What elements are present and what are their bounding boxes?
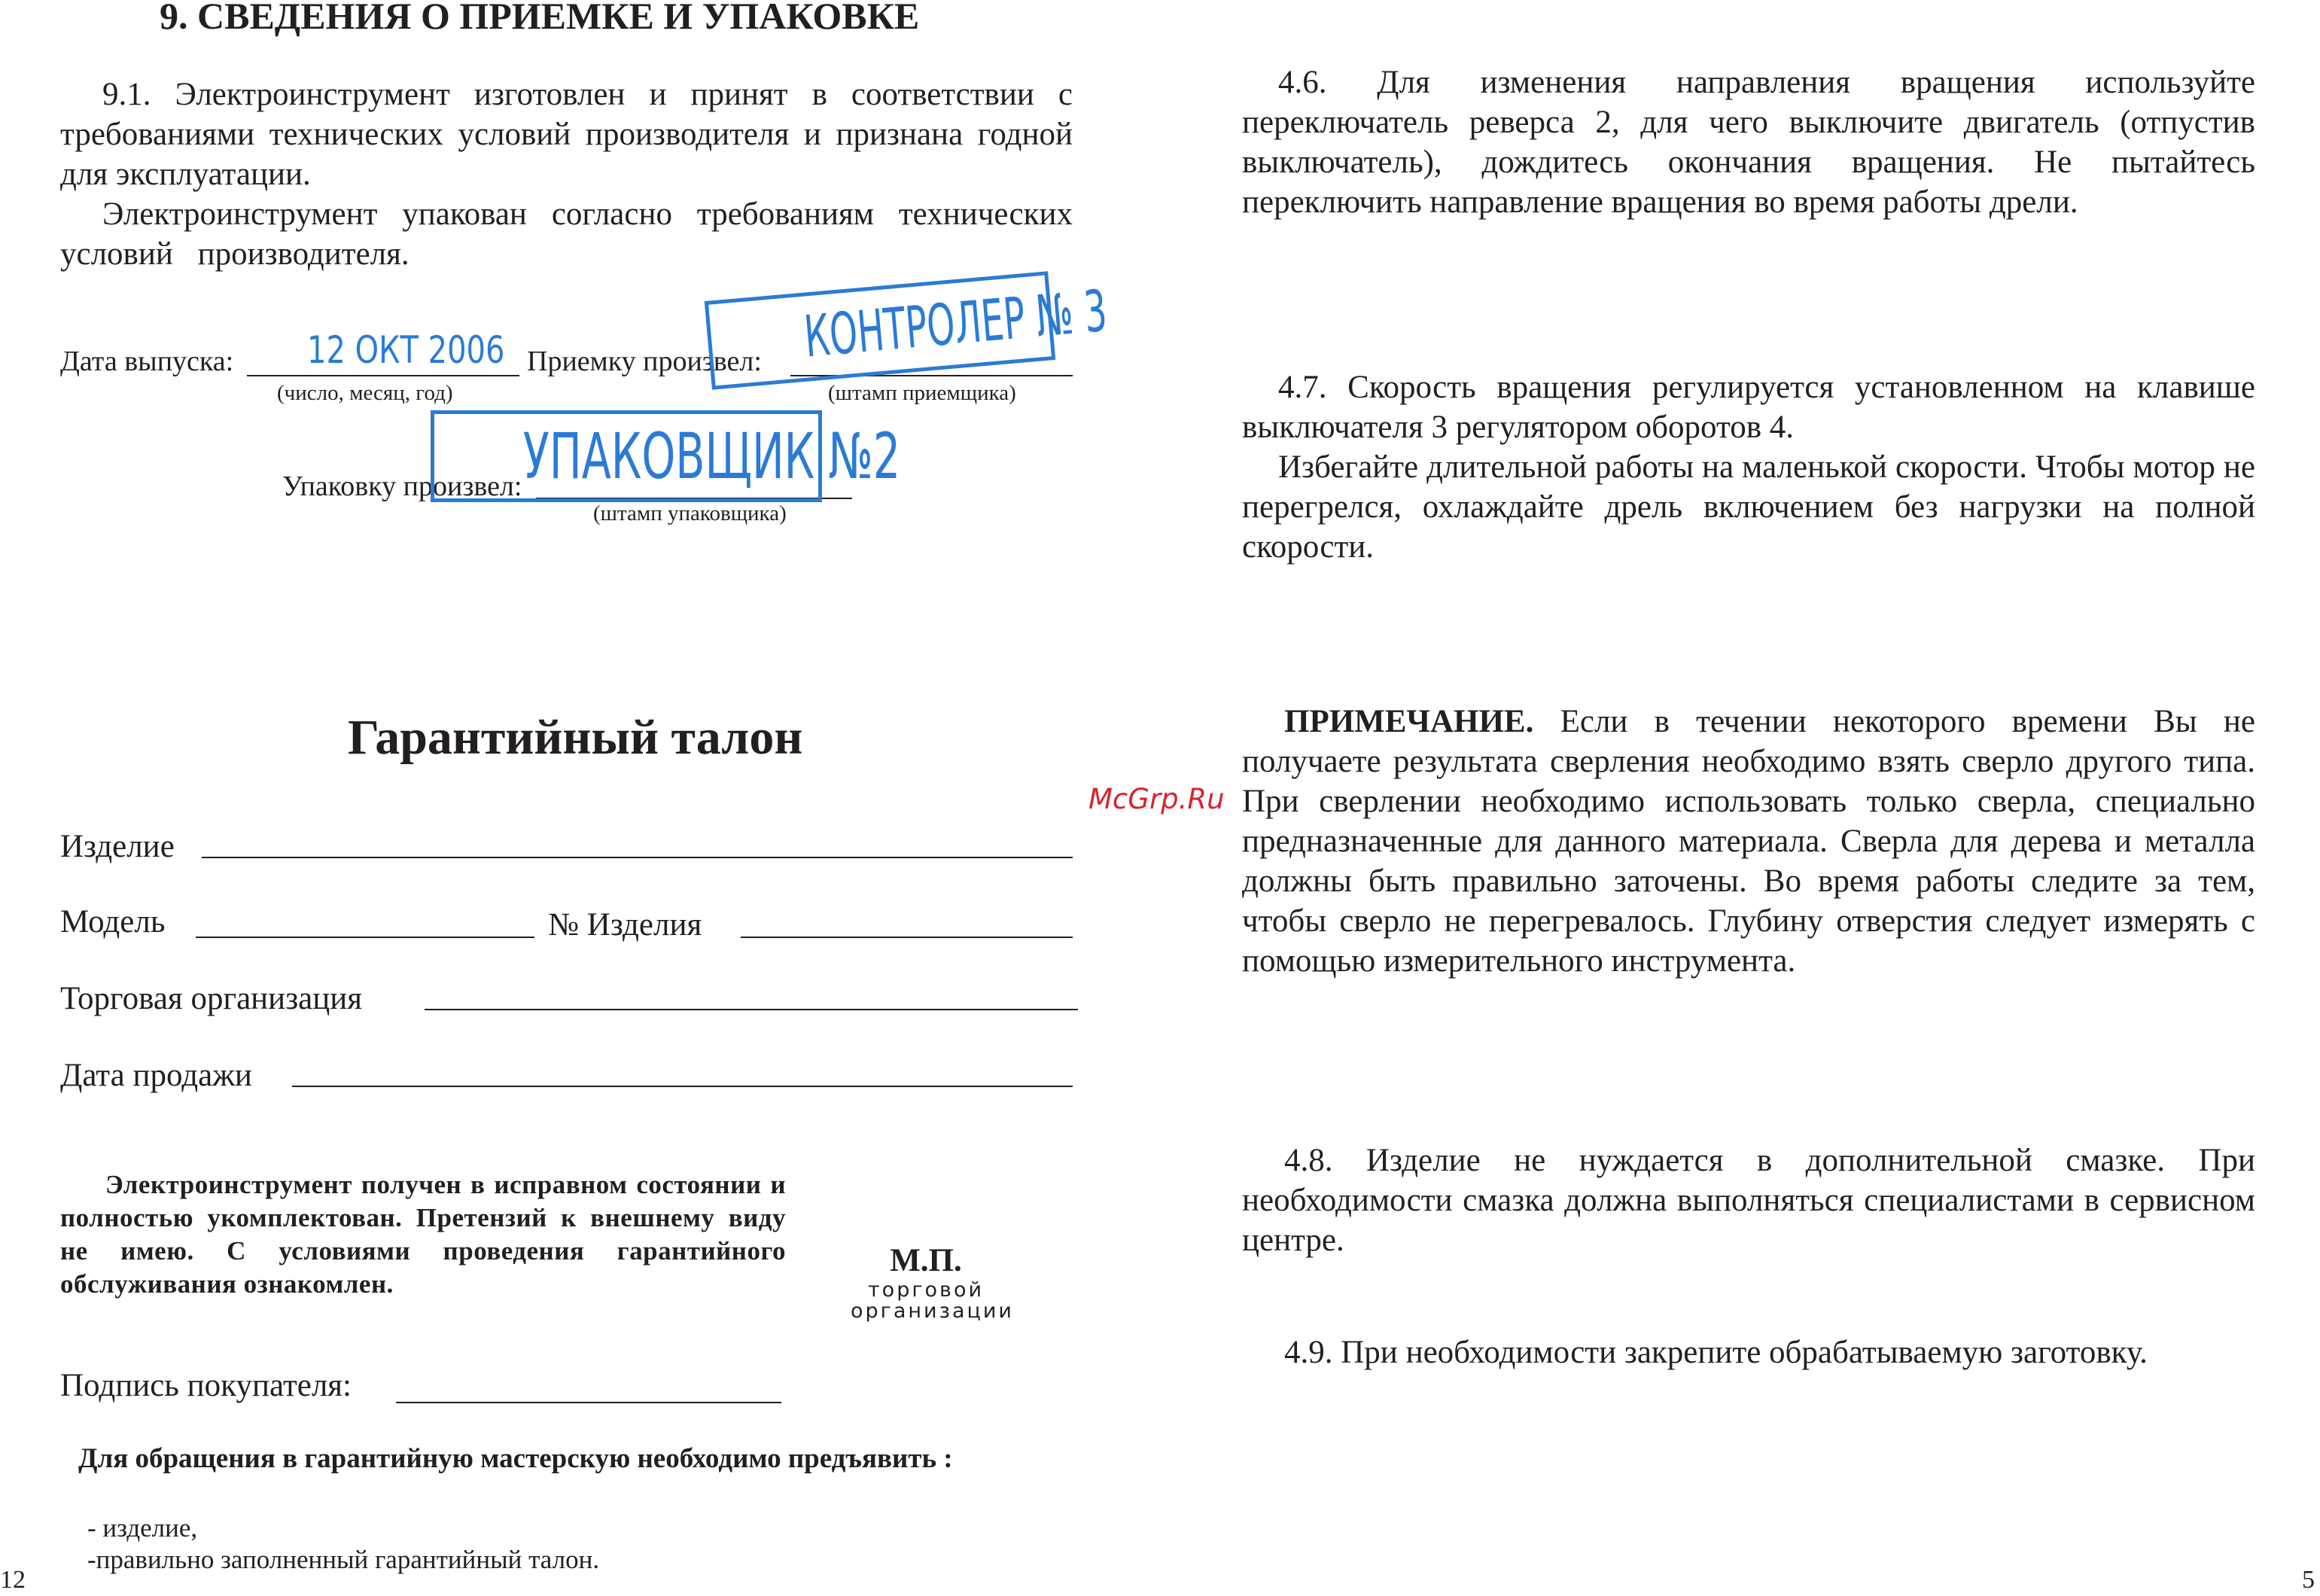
accepted-by-hint: (штамп приемщика) [828, 381, 1016, 405]
release-date-stamp: 12 ОКТ 2006 [307, 328, 505, 372]
model-line [196, 937, 534, 938]
seal-sub-2: организации [851, 1299, 1014, 1323]
buyer-signature-label: Подпись покупателя: [60, 1368, 352, 1403]
packer-stamp-text: УПАКОВЩИК №2 [522, 419, 901, 493]
release-date-label: Дата выпуска: [60, 346, 234, 377]
workshop-notice: Для обращения в гарантийную мастерскую необходимо предъявить : [78, 1443, 953, 1474]
note-paragraph [1242, 702, 2255, 981]
note-text: Если в течении некоторого времени Вы не получаете результата сверления необходимо взять сверло другого типа. При сверлении необходимо использовать только сверла, специально предназначенные для данного материала. Сверла для дерева и металла должны быть правильно заточены. Во время работы следите за тем, чтобы сверло не перегревалось. Глубину отверстия следует измерять с помощью измерительного инструмента. [1242, 704, 2255, 979]
paragraph-4-9: 4.9. При необходимости закрепите обрабатываемую заготовку. [1284, 1335, 2148, 1370]
accepted-by-label: Приемку произвел: [527, 346, 762, 377]
section-title: 9. СВЕДЕНИЯ О ПРИЕМКЕ И УПАКОВКЕ [160, 0, 920, 37]
sale-date-label: Дата продажи [60, 1058, 252, 1093]
paragraph-4-6: 4.6. Для изменения направления вращения используйте переключатель реверса 2, для чего выключите двигатель (отпустив выключатель), дождитесь окончания вращения. Не пытайтесь переключить направление вращения во время работы дрели. [1242, 65, 2255, 220]
paragraph-9-1: 9.1. Электроинструмент изготовлен и принят в соответствии с требованиями технических условий производителя и признана годной для эксплуатации. [60, 77, 1073, 192]
page-number-right: 5 [2302, 1566, 2315, 1594]
product-line [202, 857, 1073, 858]
paragraph-4-7-advice: Избегайте длительной работы на маленькой скорости. Чтобы мотор не перегрелся, охлаждайте дрель включением без нагрузки на полной скорости. [1242, 449, 2255, 565]
controller-stamp [705, 271, 1110, 389]
sale-date-line [292, 1086, 1073, 1087]
serial-label: № Изделия [548, 907, 702, 943]
note-label: ПРИМЕЧАНИЕ. [1284, 704, 1534, 739]
model-label: Модель [60, 904, 166, 940]
seal-area [851, 1242, 1014, 1323]
serial-line [741, 937, 1073, 938]
list-item-2: -правильно заполненный гарантийный талон. [87, 1545, 600, 1574]
paragraph-4-7: 4.7. Скорость вращения регулируется установленном на клавише выключателя 3 регулятором оборотов 4. [1242, 370, 2255, 445]
packer-stamp [431, 410, 901, 502]
paragraph-4-8: 4.8. Изделие не нуждается в дополнительной смазке. При необходимости смазка должна выполняться специалистами в сервисном центре. [1242, 1143, 2255, 1258]
paragraph-packed: Электроинструмент упакован согласно требованиям технических условий производителя. [60, 196, 1073, 272]
buyer-statement: Электроинструмент получен в исправном состоянии и полностью укомплектован. Претензий к внешнему виду не имею. С условиями проведения гарантийного обслуживания ознакомлен. [60, 1170, 786, 1299]
warranty-title: Гарантийный талон [348, 710, 803, 765]
product-label: Изделие [60, 829, 175, 864]
trade-org-label: Торговая организация [60, 981, 363, 1016]
packed-by-label: Упаковку произвел: [282, 471, 522, 502]
controller-stamp-text: КОНТРОЛЕР № 3 [801, 276, 1110, 370]
seal-title: М.П. [890, 1243, 962, 1278]
packed-by-hint: (штамп упаковщика) [593, 501, 787, 525]
list-item-1: - изделие, [87, 1513, 198, 1543]
release-date-line [247, 375, 519, 376]
seal-sub-1: торговой [867, 1278, 985, 1302]
page-number-left: 12 [0, 1566, 26, 1594]
release-date-hint: (число, месяц, год) [277, 381, 453, 405]
watermark-text: McGrp.Ru [1088, 783, 1225, 815]
buyer-signature-line [396, 1402, 781, 1403]
trade-org-line [425, 1009, 1078, 1010]
